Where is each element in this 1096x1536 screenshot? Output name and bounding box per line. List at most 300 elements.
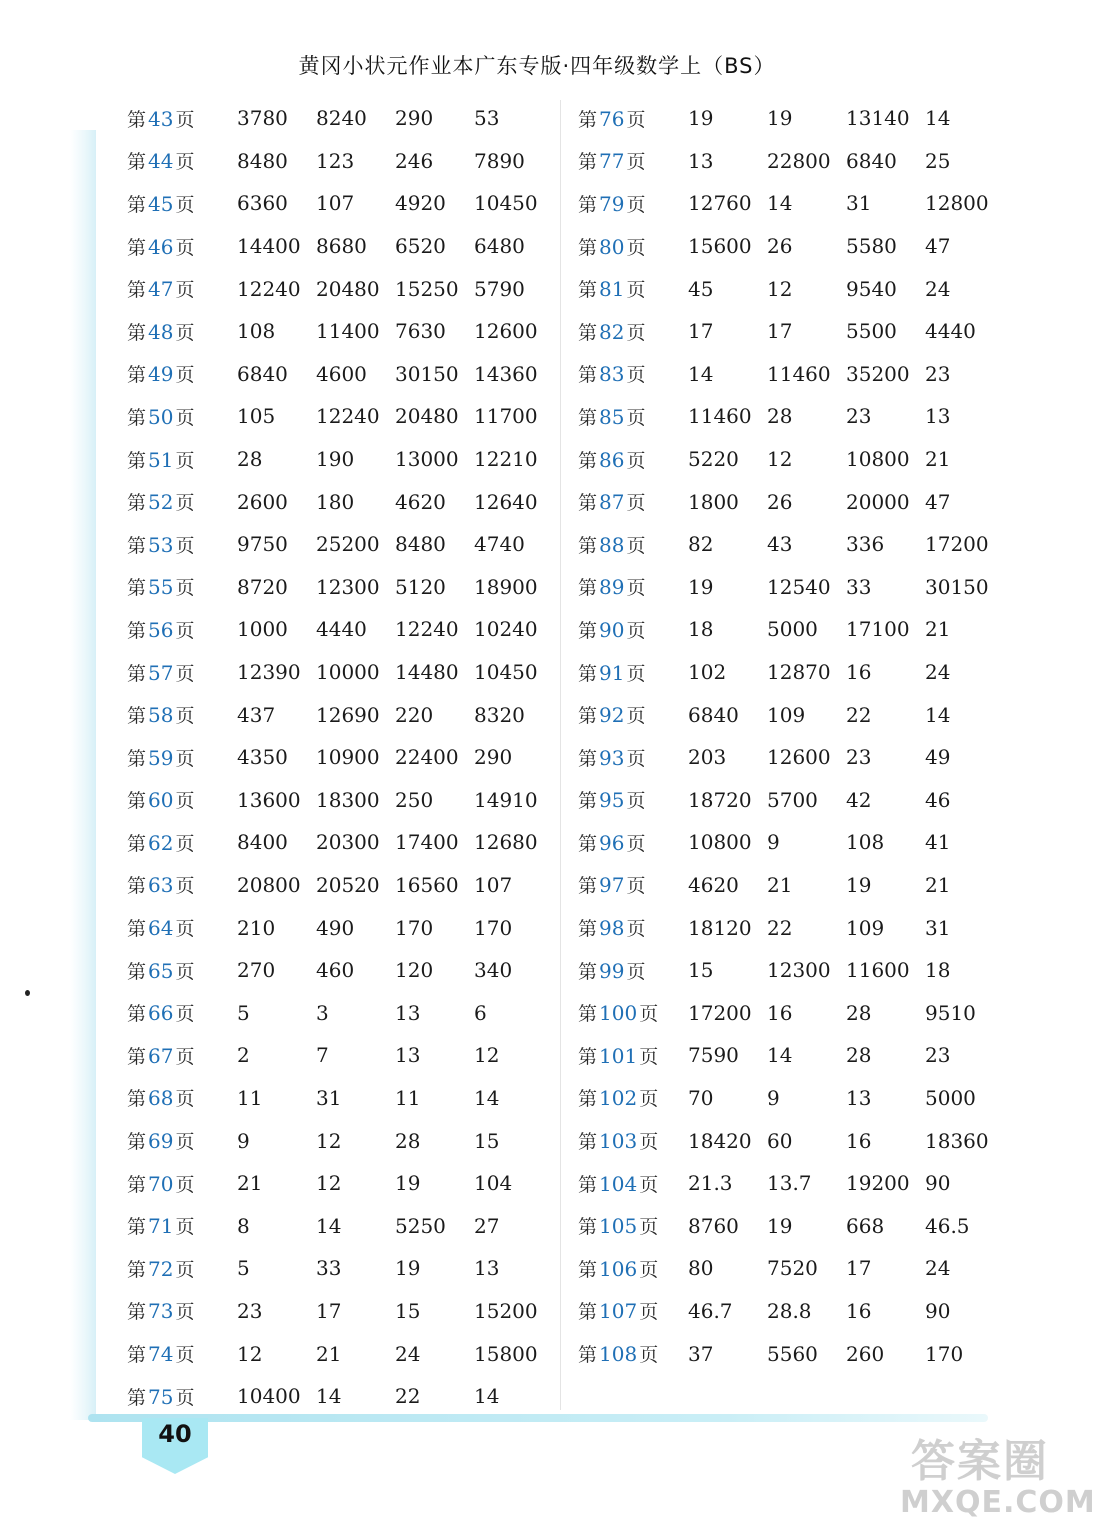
answer-value: 668: [846, 1213, 885, 1238]
answer-row: [578, 651, 1004, 694]
answer-value: 14: [925, 106, 951, 131]
answer-value: 6480: [474, 234, 525, 259]
answer-value: 37: [688, 1341, 714, 1366]
page-label-suffix: 页: [639, 1258, 659, 1281]
page-label-prefix: 第: [127, 662, 147, 685]
answer-value: 18: [688, 617, 714, 642]
answer-row: [127, 1247, 553, 1290]
answer-value: 90: [925, 1298, 951, 1323]
page-label-number: 68: [148, 1086, 174, 1111]
answer-value: 2600: [237, 489, 288, 514]
page-label-suffix: 页: [639, 1173, 659, 1196]
page-label-prefix: 第: [127, 279, 147, 302]
answer-value: 10450: [474, 191, 538, 216]
answer-value: 18420: [688, 1128, 752, 1153]
answer-value: 17400: [395, 830, 459, 855]
answer-value: 17200: [688, 1000, 752, 1025]
page-label-suffix: 页: [175, 705, 195, 728]
answer-row: [578, 906, 1004, 949]
page-label-suffix: 页: [175, 108, 195, 131]
page-label: [578, 701, 688, 728]
page-label-number: 48: [148, 319, 174, 344]
answer-value: 11400: [316, 319, 380, 344]
page-label-prefix: 第: [578, 790, 598, 813]
answer-value: 17: [846, 1256, 872, 1281]
answer-value: 26: [767, 234, 793, 259]
answer-row: [127, 949, 553, 992]
answer-value: 20000: [846, 489, 910, 514]
answer-row: [127, 864, 553, 907]
page-label-suffix: 页: [175, 1131, 195, 1154]
answer-value: 7590: [688, 1043, 739, 1068]
page-label-number: 103: [599, 1129, 638, 1154]
answer-value: 12: [316, 1128, 342, 1153]
page-label-number: 65: [148, 958, 174, 983]
answer-row: [127, 991, 553, 1034]
page-label: [127, 701, 237, 728]
answer-value: 14: [474, 1384, 500, 1409]
answer-value: 290: [474, 745, 513, 770]
answer-value: 12390: [237, 660, 301, 685]
answer-value: 14480: [395, 660, 459, 685]
answer-value: 16: [846, 1128, 872, 1153]
page-label: [578, 1255, 688, 1282]
answer-row: [127, 1034, 553, 1077]
answer-value: 28: [846, 1000, 872, 1025]
page-label: [127, 1383, 237, 1410]
answer-value: 170: [925, 1341, 964, 1366]
page-label-prefix: 第: [127, 406, 147, 429]
page-label-prefix: 第: [127, 534, 147, 557]
page-label-prefix: 第: [578, 492, 598, 515]
page-label: [578, 999, 688, 1026]
page-label-prefix: 第: [578, 747, 598, 770]
answer-value: 10800: [846, 447, 910, 472]
page-label: [127, 871, 237, 898]
answer-value: 11700: [474, 404, 538, 429]
answer-value: 210: [237, 915, 276, 940]
page-label: [578, 573, 688, 600]
page-label-number: 53: [148, 532, 174, 557]
page-label-prefix: 第: [578, 1344, 598, 1367]
answer-row: [127, 736, 553, 779]
answer-value: 5120: [395, 574, 446, 599]
answer-value: 9: [767, 1085, 780, 1110]
page-label-prefix: 第: [578, 236, 598, 259]
answer-row: [578, 1247, 1004, 1290]
answer-value: 7890: [474, 148, 525, 173]
page-label-prefix: 第: [578, 1003, 598, 1026]
page-label-number: 59: [148, 745, 174, 770]
page-label-suffix: 页: [626, 747, 646, 770]
answer-value: 70: [688, 1085, 714, 1110]
answer-row: [127, 1375, 553, 1418]
page-label: [578, 403, 688, 430]
page-label: [578, 488, 688, 515]
answer-value: 5: [237, 1256, 250, 1281]
answer-value: 11460: [767, 361, 831, 386]
answer-value: 1000: [237, 617, 288, 642]
answer-value: 14: [316, 1384, 342, 1409]
answer-row: [127, 1204, 553, 1247]
answer-value: 43: [767, 532, 793, 557]
page-label-number: 63: [148, 873, 174, 898]
answer-row: [127, 140, 553, 183]
answer-value: 24: [925, 660, 951, 685]
answer-value: 9510: [925, 1000, 976, 1025]
page-label-prefix: 第: [578, 1258, 598, 1281]
page-label: [578, 871, 688, 898]
answer-value: 12870: [767, 660, 831, 685]
page-label: [127, 1212, 237, 1239]
answer-value: 22: [395, 1384, 421, 1409]
answer-value: 109: [846, 915, 885, 940]
page-label: [578, 1212, 688, 1239]
page-label-prefix: 第: [127, 1131, 147, 1154]
page-label-number: 75: [148, 1384, 174, 1409]
answer-value: 7: [316, 1043, 329, 1068]
decorative-frame-bottom: [88, 1414, 988, 1422]
page-label: [578, 147, 688, 174]
page-label-prefix: 第: [127, 918, 147, 941]
page-label: [127, 1127, 237, 1154]
answer-value: 8680: [316, 234, 367, 259]
page-label-number: 64: [148, 916, 174, 941]
answer-value: 9750: [237, 532, 288, 557]
page-label-prefix: 第: [127, 1344, 147, 1367]
answer-value: 46.7: [688, 1298, 733, 1323]
answer-row: [127, 182, 553, 225]
answer-row: [578, 182, 1004, 225]
page-label-number: 66: [148, 1001, 174, 1026]
answer-value: 12640: [474, 489, 538, 514]
page-label-suffix: 页: [639, 1003, 659, 1026]
answer-value: 4620: [395, 489, 446, 514]
page-label-suffix: 页: [175, 406, 195, 429]
answer-value: 290: [395, 106, 434, 131]
answer-value: 19: [688, 574, 714, 599]
page-label-suffix: 页: [175, 1344, 195, 1367]
answer-row: [127, 651, 553, 694]
answer-row: [578, 864, 1004, 907]
page-label-suffix: 页: [626, 534, 646, 557]
answer-value: 10450: [474, 660, 538, 685]
page-label-number: 93: [599, 745, 625, 770]
answer-value: 9: [767, 830, 780, 855]
page-label-suffix: 页: [626, 832, 646, 855]
page-label: [578, 829, 688, 856]
answer-value: 19: [395, 1171, 421, 1196]
answer-row: [127, 225, 553, 268]
answer-row: [127, 395, 553, 438]
answer-value: 33: [846, 574, 872, 599]
answer-value: 16: [767, 1000, 793, 1025]
answer-column-left: [127, 97, 553, 1417]
answer-value: 13: [474, 1256, 500, 1281]
answer-value: 18900: [474, 574, 538, 599]
page-label-suffix: 页: [175, 1003, 195, 1026]
page-label-number: 96: [599, 830, 625, 855]
answer-value: 21: [237, 1171, 263, 1196]
page-label-suffix: 页: [175, 364, 195, 387]
answer-value: 13600: [237, 787, 301, 812]
page-label-prefix: 第: [127, 705, 147, 728]
answer-value: 23: [925, 1043, 951, 1068]
answer-row: [127, 779, 553, 822]
page-label: [127, 147, 237, 174]
answer-value: 18300: [316, 787, 380, 812]
answer-value: 19: [767, 1213, 793, 1238]
answer-row: [578, 608, 1004, 651]
page-label-number: 82: [599, 319, 625, 344]
answer-row: [578, 949, 1004, 992]
answer-value: 23: [846, 404, 872, 429]
page-label-suffix: 页: [639, 1216, 659, 1239]
answer-value: 437: [237, 702, 276, 727]
page-label: [127, 659, 237, 686]
page-label-prefix: 第: [127, 449, 147, 472]
answer-value: 30150: [395, 361, 459, 386]
page-label-prefix: 第: [127, 1301, 147, 1324]
answer-value: 8720: [237, 574, 288, 599]
answer-value: 107: [316, 191, 355, 216]
page-number: 40: [158, 1420, 192, 1448]
answer-value: 8320: [474, 702, 525, 727]
answer-row: [578, 1204, 1004, 1247]
page-label-number: 92: [599, 703, 625, 728]
answer-value: 23: [925, 361, 951, 386]
page-label-suffix: 页: [639, 1344, 659, 1367]
page-label-suffix: 页: [626, 705, 646, 728]
answer-value: 260: [846, 1341, 885, 1366]
answer-value: 6: [474, 1000, 487, 1025]
page-label-number: 101: [599, 1043, 638, 1068]
page-label: [578, 1340, 688, 1367]
answer-value: 20800: [237, 872, 301, 897]
answer-value: 4920: [395, 191, 446, 216]
page-label-number: 99: [599, 958, 625, 983]
answer-value: 17: [688, 319, 714, 344]
page-label-suffix: 页: [175, 492, 195, 515]
answer-value: 5250: [395, 1213, 446, 1238]
page-label-number: 76: [599, 106, 625, 131]
page-label-prefix: 第: [578, 406, 598, 429]
answer-value: 21: [316, 1341, 342, 1366]
answer-value: 170: [395, 915, 434, 940]
answer-value: 5560: [767, 1341, 818, 1366]
answer-value: 4350: [237, 745, 288, 770]
answer-value: 33: [316, 1256, 342, 1281]
page-label-prefix: 第: [578, 151, 598, 174]
page-label: [127, 275, 237, 302]
page-label-prefix: 第: [578, 832, 598, 855]
answer-value: 12800: [925, 191, 989, 216]
answer-value: 12540: [767, 574, 831, 599]
answer-value: 27: [474, 1213, 500, 1238]
page-label-prefix: 第: [578, 662, 598, 685]
page-label-suffix: 页: [626, 619, 646, 642]
page-label-number: 86: [599, 447, 625, 472]
page-label-prefix: 第: [578, 193, 598, 216]
page-label-suffix: 页: [175, 1045, 195, 1068]
page-label-prefix: 第: [127, 1258, 147, 1281]
page-label: [127, 829, 237, 856]
page-label-suffix: 页: [626, 918, 646, 941]
answer-row: [127, 566, 553, 609]
page-label-prefix: 第: [578, 364, 598, 387]
page-label-suffix: 页: [175, 1088, 195, 1111]
page-label-number: 45: [148, 191, 174, 216]
answer-value: 5790: [474, 276, 525, 301]
answer-value: 21: [925, 617, 951, 642]
answer-value: 5700: [767, 787, 818, 812]
answer-value: 28: [767, 404, 793, 429]
answer-value: 14360: [474, 361, 538, 386]
answer-row: [127, 480, 553, 523]
page-label-prefix: 第: [127, 747, 147, 770]
answer-value: 15200: [474, 1298, 538, 1323]
page-label-suffix: 页: [175, 321, 195, 344]
page-label-suffix: 页: [626, 577, 646, 600]
answer-value: 23: [846, 745, 872, 770]
answer-value: 53: [474, 106, 500, 131]
page-label: [578, 914, 688, 941]
answer-value: 12600: [767, 745, 831, 770]
answer-value: 220: [395, 702, 434, 727]
answer-value: 80: [688, 1256, 714, 1281]
page-label-number: 51: [148, 447, 174, 472]
answer-value: 4440: [316, 617, 367, 642]
answer-row: [578, 779, 1004, 822]
answer-value: 8480: [237, 148, 288, 173]
answer-value: 12600: [474, 319, 538, 344]
page-label-number: 70: [148, 1171, 174, 1196]
page-label-suffix: 页: [639, 1301, 659, 1324]
page-label-number: 98: [599, 916, 625, 941]
page-label-suffix: 页: [175, 832, 195, 855]
page-label: [578, 786, 688, 813]
page-label-number: 56: [148, 617, 174, 642]
answer-value: 7630: [395, 319, 446, 344]
answer-row: [578, 693, 1004, 736]
page-label-number: 89: [599, 575, 625, 600]
answer-value: 6840: [237, 361, 288, 386]
answer-value: 5000: [925, 1085, 976, 1110]
answer-value: 460: [316, 958, 355, 983]
answer-row: [578, 566, 1004, 609]
answer-value: 82: [688, 532, 714, 557]
answer-value: 46: [925, 787, 951, 812]
answer-value: 15: [474, 1128, 500, 1153]
answer-row: [127, 1162, 553, 1205]
page-label-number: 49: [148, 362, 174, 387]
answer-value: 11: [237, 1085, 263, 1110]
answer-column-right: [578, 97, 1004, 1375]
page-label-prefix: 第: [578, 1173, 598, 1196]
answer-value: 108: [846, 830, 885, 855]
page-label: [578, 318, 688, 345]
answer-value: 47: [925, 234, 951, 259]
page-label-suffix: 页: [639, 1088, 659, 1111]
page-label-prefix: 第: [127, 875, 147, 898]
page-label-prefix: 第: [127, 577, 147, 600]
answer-value: 270: [237, 958, 276, 983]
page-label-suffix: 页: [626, 875, 646, 898]
page-label-number: 73: [148, 1299, 174, 1324]
page-label-suffix: 页: [175, 960, 195, 983]
page-label-number: 85: [599, 404, 625, 429]
answer-value: 17: [767, 319, 793, 344]
answer-value: 42: [846, 787, 872, 812]
page-label-suffix: 页: [175, 1258, 195, 1281]
answer-row: [578, 1162, 1004, 1205]
answer-row: [578, 1077, 1004, 1120]
answer-value: 24: [925, 276, 951, 301]
answer-row: [578, 821, 1004, 864]
answer-value: 35200: [846, 361, 910, 386]
answer-value: 10240: [474, 617, 538, 642]
page-label-suffix: 页: [175, 151, 195, 174]
answer-value: 105: [237, 404, 276, 429]
page-label: [127, 1340, 237, 1367]
page-label-prefix: 第: [578, 1216, 598, 1239]
page-label-prefix: 第: [578, 108, 598, 131]
page-label-suffix: 页: [626, 406, 646, 429]
page-label: [127, 1255, 237, 1282]
decorative-frame-left: [70, 130, 96, 1420]
answer-value: 6360: [237, 191, 288, 216]
answer-value: 490: [316, 915, 355, 940]
answer-value: 14: [767, 191, 793, 216]
answer-value: 12760: [688, 191, 752, 216]
page-label: [127, 233, 237, 260]
answer-value: 20480: [395, 404, 459, 429]
answer-value: 14: [316, 1213, 342, 1238]
answer-row: [127, 1332, 553, 1375]
page-label: [127, 1042, 237, 1069]
answer-value: 60: [767, 1128, 793, 1153]
page-label-suffix: 页: [175, 279, 195, 302]
page-label-number: 71: [148, 1214, 174, 1239]
page-label-number: 58: [148, 703, 174, 728]
page-label-suffix: 页: [626, 449, 646, 472]
page-label-prefix: 第: [578, 321, 598, 344]
answer-value: 49: [925, 745, 951, 770]
page-label-number: 104: [599, 1171, 638, 1196]
answer-value: 12: [237, 1341, 263, 1366]
answer-value: 31: [316, 1085, 342, 1110]
answer-value: 12240: [237, 276, 301, 301]
answer-row: [578, 480, 1004, 523]
answer-value: 15800: [474, 1341, 538, 1366]
page-label: [578, 957, 688, 984]
page-label: [578, 190, 688, 217]
page-label-suffix: 页: [639, 1045, 659, 1068]
page-label-suffix: 页: [626, 108, 646, 131]
page-label-prefix: 第: [127, 1045, 147, 1068]
answer-row: [578, 353, 1004, 396]
answer-value: 246: [395, 148, 434, 173]
page-label-prefix: 第: [127, 1216, 147, 1239]
answer-value: 203: [688, 745, 727, 770]
answer-row: [578, 991, 1004, 1034]
answer-value: 28.8: [767, 1298, 812, 1323]
answer-row: [127, 267, 553, 310]
answer-value: 18: [925, 958, 951, 983]
page-label-number: 81: [599, 277, 625, 302]
answer-value: 11600: [846, 958, 910, 983]
page-label-prefix: 第: [127, 832, 147, 855]
